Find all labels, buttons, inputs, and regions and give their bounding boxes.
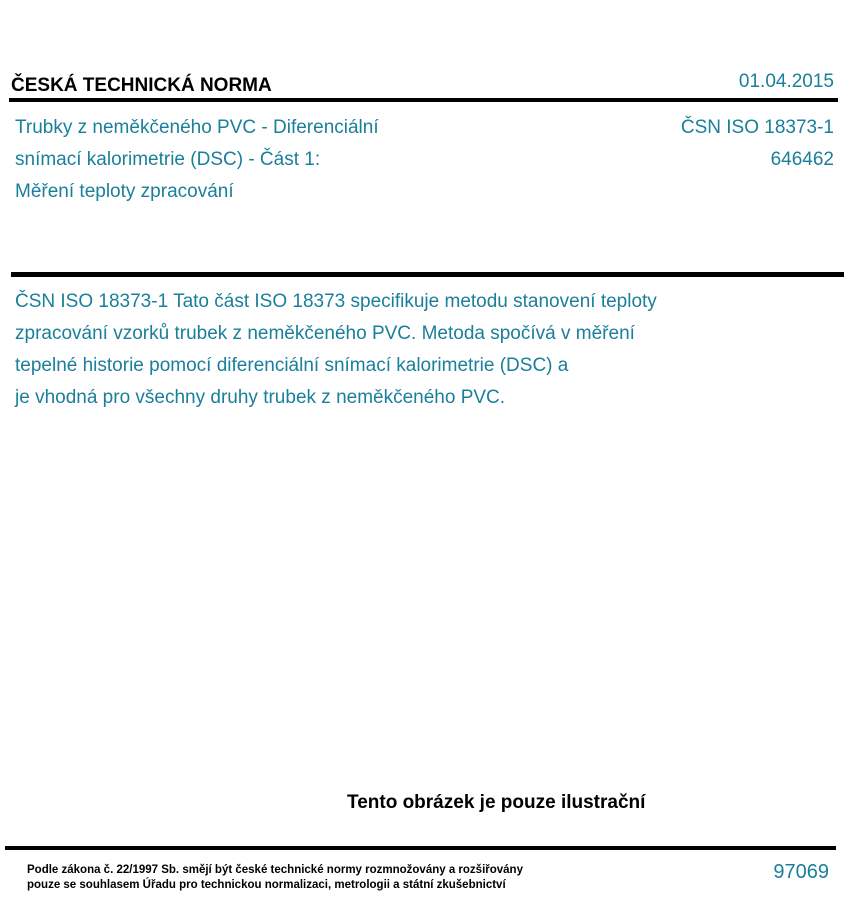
publication-date: 01.04.2015 [738, 71, 834, 92]
legal-notice-line-2: pouze se souhlasem Úřadu pro technickou normalizaci, metrologii a státní zkušebnictví [27, 879, 506, 891]
abstract-line-4: je vhodná pro všechny druhy trubek z neměkčeného PVC. [15, 387, 506, 408]
standard-title-line-2: snímací kalorimetrie (DSC) - Část 1: [15, 149, 321, 170]
standard-title-line-1: Trubky z neměkčeného PVC - Diferenciální [15, 117, 379, 138]
classification-number: 646462 [770, 149, 834, 170]
legal-notice-line-1: Podle zákona č. 22/1997 Sb. smějí být české technické normy rozmnožovány a rozšiřovány [27, 864, 523, 876]
standard-code: ČSN ISO 18373-1 [680, 117, 834, 138]
abstract-line-1: ČSN ISO 18373-1 Tato část ISO 18373 specifikuje metodu stanovení teploty [15, 291, 657, 312]
footer-divider [5, 846, 836, 850]
title-divider [11, 272, 844, 277]
header-divider [9, 98, 838, 102]
illustrative-notice: Tento obrázek je pouze ilustrační [347, 792, 646, 813]
catalog-number: 97069 [773, 861, 829, 883]
document-type-heading: ČESKÁ TECHNICKÁ NORMA [11, 75, 272, 96]
abstract-line-3: tepelné historie pomocí diferenciální snímací kalorimetrie (DSC) a [15, 355, 569, 376]
standard-title-line-3: Měření teploty zpracování [15, 181, 234, 202]
abstract-line-2: zpracování vzorků trubek z neměkčeného PVC. Metoda spočívá v měření [15, 323, 635, 344]
